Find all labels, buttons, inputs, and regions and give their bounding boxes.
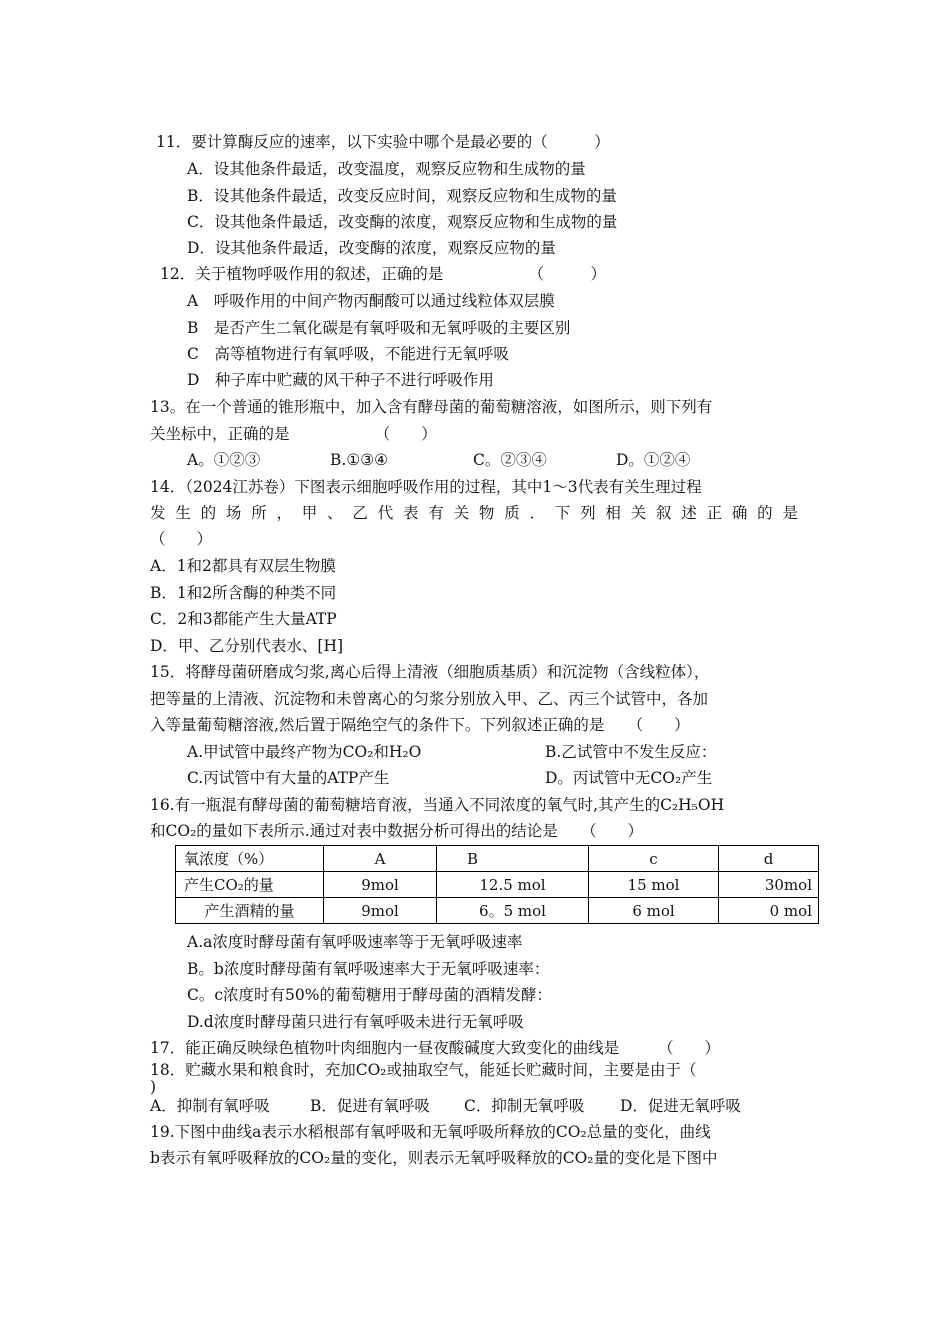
question-13-option-d: D。①②④ <box>616 451 691 469</box>
question-14-option-a: A．1和2都具有双层生物膜 <box>150 557 336 575</box>
question-18-option-a: A．抑制有氧呼吸 <box>150 1097 270 1115</box>
table-row <box>176 846 819 872</box>
table-cell: c <box>589 846 719 872</box>
table-cell: d <box>719 846 819 872</box>
table-row <box>176 898 819 924</box>
question-13-option-c: C。②③④ <box>473 451 547 469</box>
table-cell: 30mol <box>719 872 819 898</box>
question-15-option-c: C.丙试管中有大量的ATP产生 <box>187 769 390 787</box>
table-cell: 产生酒精的量 <box>176 898 324 924</box>
question-12-option-a: A 呼吸作用的中间产物丙酮酸可以通过线粒体双层膜 <box>187 292 555 310</box>
question-13-stem-line1: 13。在一个普通的锥形瓶中，加入含有酵母菌的葡萄糖溶液，如图所示，则下列有 <box>150 398 713 416</box>
table-cell: A <box>324 846 437 872</box>
question-11-option-b: B．设其他条件最适，改变反应时间，观察反应物和生成物的量 <box>187 187 617 205</box>
question-12-option-b: B 是否产生二氧化碳是有氧呼吸和无氧呼吸的主要区别 <box>187 319 571 337</box>
table-cell: 产生CO₂的量 <box>176 872 324 898</box>
question-12-option-d: D 种子库中贮藏的风干种子不进行呼吸作用 <box>187 371 494 389</box>
table-cell: 9mol <box>324 898 437 924</box>
question-17-stem: 17．能正确反映绿色植物叶肉细胞内一昼夜酸碱度大致变化的曲线是 （ ） <box>150 1039 720 1057</box>
question-16-stem-line2: 和CO₂的量如下表所示.通过对表中数据分析可得出的结论是 （ ） <box>150 822 643 840</box>
question-13-option-a: A。①②③ <box>187 451 261 469</box>
table-cell: 0 mol <box>719 898 819 924</box>
question-11-option-d: D．设其他条件最适，改变酶的浓度，观察反应物的量 <box>187 239 556 257</box>
question-15-stem-line2: 把等量的上清液、沉淀物和未曾离心的匀浆分别放入甲、乙、丙三个试管中，各加 <box>150 690 709 708</box>
table-row <box>176 872 819 898</box>
table-cell: 12.5 mol <box>437 872 589 898</box>
table-cell: 6 mol <box>589 898 719 924</box>
question-14-stem-line2: 发生的场所，甲、乙代表有关物质．下列相关叙述正确的是 <box>150 504 798 522</box>
question-18-option-b: B．促进有氧呼吸 <box>310 1097 430 1115</box>
question-16-option-a: A.a浓度时酵母菌有氧呼吸速率等于无氧呼吸速率 <box>187 933 523 951</box>
table-cell: 氧浓度（%） <box>176 846 324 872</box>
question-15-option-a: A.甲试管中最终产物为CO₂和H₂O <box>187 743 422 761</box>
question-16-stem-line1: 16.有一瓶混有酵母菌的葡萄糖培育液，当通入不同浓度的氧气时,其产生的C₂H₅OH <box>150 796 725 814</box>
question-11-stem: 11．要计算酶反应的速率，以下实验中哪个是最必要的（ ） <box>156 133 610 151</box>
question-18-stem-line1: 18．贮藏水果和粮食时，充加CO₂或抽取空气，能延长贮藏时间，主要是由于（ <box>150 1061 697 1079</box>
question-16-option-c: C。c浓度时有50%的葡萄糖用于酵母菌的酒精发酵： <box>187 986 552 1004</box>
question-18-option-d: D．促进无氧呼吸 <box>620 1097 741 1115</box>
question-16-option-b: B。b浓度时酵母菌有氧呼吸速率大于无氧呼吸速率： <box>187 960 550 978</box>
question-16-option-d: D.d浓度时酵母菌只进行有氧呼吸未进行无氧呼吸 <box>187 1013 524 1031</box>
question-19-stem-line2: b表示有氧呼吸释放的CO₂量的变化，则表示无氧呼吸释放的CO₂量的变化是下图中 <box>150 1149 718 1167</box>
question-14-stem-line3: （ ） <box>150 530 213 548</box>
question-19-stem-line1: 19.下图中曲线a表示水稻根部有氧呼吸和无氧呼吸所释放的CO₂总量的变化，曲线 <box>150 1123 711 1141</box>
question-15-option-d: D。丙试管中无CO₂产生 <box>545 769 713 787</box>
question-15-stem-line1: 15．将酵母菌研磨成匀浆,离心后得上清液（细胞质基质）和沉淀物（含线粒体）， <box>150 663 710 681</box>
question-12-option-c: C 高等植物进行有氧呼吸，不能进行无氧呼吸 <box>187 345 509 363</box>
question-11-option-c: C．设其他条件最适，改变酶的浓度，观察反应物和生成物的量 <box>187 213 618 231</box>
question-13-stem-line2: 关坐标中，正确的是 （ ） <box>150 425 437 443</box>
oxygen-data-table <box>175 845 819 924</box>
table-cell: 9mol <box>324 872 437 898</box>
question-18-stem-line2: ) <box>150 1078 157 1096</box>
table-cell: B <box>437 846 589 872</box>
question-18-option-c: C．抑制无氧呼吸 <box>464 1097 585 1115</box>
question-12-stem: 12．关于植物呼吸作用的叙述，正确的是 （ ） <box>160 265 606 283</box>
question-15-stem-line3: 入等量葡萄糖溶液,然后置于隔绝空气的条件下。下列叙述正确的是 （ ） <box>150 716 690 734</box>
table-cell: 15 mol <box>589 872 719 898</box>
question-15-option-b: B.乙试管中不发生反应： <box>545 743 717 761</box>
question-14-stem-line1: 14．（2024江苏卷）下图表示细胞呼吸作用的过程，其中1～3代表有关生理过程 <box>150 478 702 496</box>
table-cell: 6。5 mol <box>437 898 589 924</box>
question-14-option-c: C．2和3都能产生大量ATP <box>150 610 337 628</box>
question-14-option-b: B．1和2所含酶的种类不同 <box>150 584 337 602</box>
question-11-option-a: A．设其他条件最适，改变温度，观察反应物和生成物的量 <box>187 160 586 178</box>
question-13-option-b: B.①③④ <box>330 451 389 469</box>
question-14-option-d: D．甲、乙分别代表水、[H] <box>150 637 344 655</box>
